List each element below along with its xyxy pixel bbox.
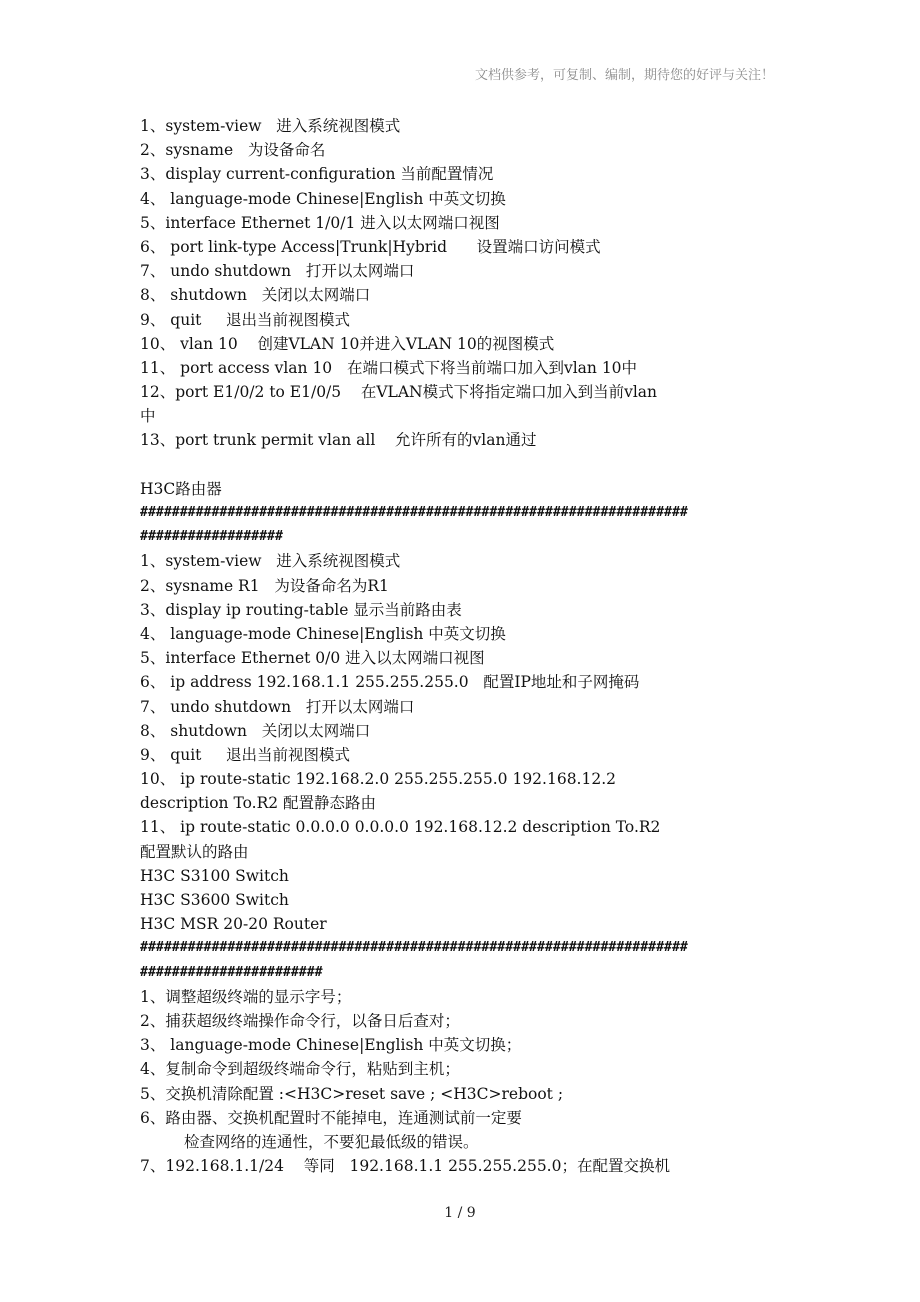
note-line: 5、交换机清除配置 :<H3C>reset save ; <H3C>reboot ; <box>140 1084 564 1103</box>
router-command-line: description To.R2 配置静态路由 <box>140 794 377 813</box>
header-note: 文档供参考，可复制、编制，期待您的好评与关注！ <box>474 68 774 83</box>
device-model-line: H3C S3100 Switch <box>140 866 289 885</box>
router-command-line: 6、 ip address 192.168.1.1 255.255.255.0 配置IP地址和子网掩码 <box>140 673 640 692</box>
document-body <box>140 114 780 1178</box>
separator-line: ################## <box>140 529 283 545</box>
note-line: 4、复制命令到超级终端命令行，粘贴到主机； <box>140 1060 460 1079</box>
note-line: 7、192.168.1.1/24 等同 192.168.1.1 255.255.255.0；在配置交换机 <box>140 1157 670 1176</box>
switch-command-line: 11、 port access vlan 10 在端口模式下将当前端口加入到vlan 10中 <box>140 358 638 377</box>
switch-command-line: 4、 language-mode Chinese|English 中英文切换 <box>140 189 506 208</box>
router-command-line: 10、 ip route-static 192.168.2.0 255.255.255.0 192.168.12.2 <box>140 770 616 789</box>
router-command-line: 2、sysname R1 为设备命名为R1 <box>140 576 389 595</box>
device-model-line: H3C MSR 20-20 Router <box>140 915 327 934</box>
router-command-line: 3、display ip routing-table 显示当前路由表 <box>140 600 462 619</box>
switch-command-line: 12、port E1/0/2 to E1/0/5 在VLAN模式下将指定端口加入到当前vlan <box>140 383 658 402</box>
separator-line: ##################################################################### <box>140 505 688 520</box>
switch-command-line: 7、 undo shutdown 打开以太网端口 <box>140 262 415 281</box>
note-line: 6、路由器、交换机配置时不能掉电，连通测试前一定要 <box>140 1108 522 1127</box>
switch-command-line: 中 <box>140 407 156 426</box>
switch-command-line: 10、 vlan 10 创建VLAN 10并进入VLAN 10的视图模式 <box>140 334 555 353</box>
section-title: H3C路由器 <box>140 479 222 498</box>
router-commands-section <box>140 477 780 937</box>
switch-command-line: 3、display current-configuration 当前配置情况 <box>140 165 494 184</box>
router-command-line: 配置默认的路由 <box>140 842 249 861</box>
router-command-line: 4、 language-mode Chinese|English 中英文切换 <box>140 624 506 643</box>
note-line-indented: 检查网络的连通性，不要犯最低级的错误。 <box>184 1132 479 1151</box>
switch-commands-section <box>140 114 780 453</box>
note-line: 1、调整超级终端的显示字号； <box>140 987 352 1006</box>
router-command-line: 5、interface Ethernet 0/0 进入以太网端口视图 <box>140 649 485 668</box>
switch-command-line: 1、system-view 进入系统视图模式 <box>140 117 401 135</box>
router-command-line: 11、 ip route-static 0.0.0.0 0.0.0.0 192.168.12.2 description To.R2 <box>140 818 661 837</box>
switch-command-line: 6、 port link-type Access|Trunk|Hybrid 设置端口访问模式 <box>140 237 601 256</box>
router-command-line: 8、 shutdown 关闭以太网端口 <box>140 721 371 740</box>
router-command-line: 7、 undo shutdown 打开以太网端口 <box>140 697 415 716</box>
switch-command-line: 8、 shutdown 关闭以太网端口 <box>140 286 371 305</box>
switch-command-line: 9、 quit 退出当前视图模式 <box>140 310 351 329</box>
blank-line <box>140 453 780 477</box>
notes-section <box>140 936 780 1178</box>
switch-command-line: 13、port trunk permit vlan all 允许所有的vlan通过 <box>140 431 537 450</box>
separator-line: ##################################################################### <box>140 940 688 956</box>
router-command-line: 1、system-view 进入系统视图模式 <box>140 552 401 571</box>
device-model-line: H3C S3600 Switch <box>140 891 289 909</box>
switch-command-line: 2、sysname 为设备命名 <box>140 141 326 160</box>
note-line: 3、 language-mode Chinese|English 中英文切换； <box>140 1036 522 1055</box>
switch-command-line: 5、interface Ethernet 1/0/1 进入以太网端口视图 <box>140 213 500 232</box>
page-number: 1 / 9 <box>444 1205 476 1221</box>
separator-line: ####################### <box>140 964 323 980</box>
note-line: 2、捕获超级终端操作命令行，以备日后查对； <box>140 1011 460 1030</box>
router-command-line: 9、 quit 退出当前视图模式 <box>140 745 351 764</box>
